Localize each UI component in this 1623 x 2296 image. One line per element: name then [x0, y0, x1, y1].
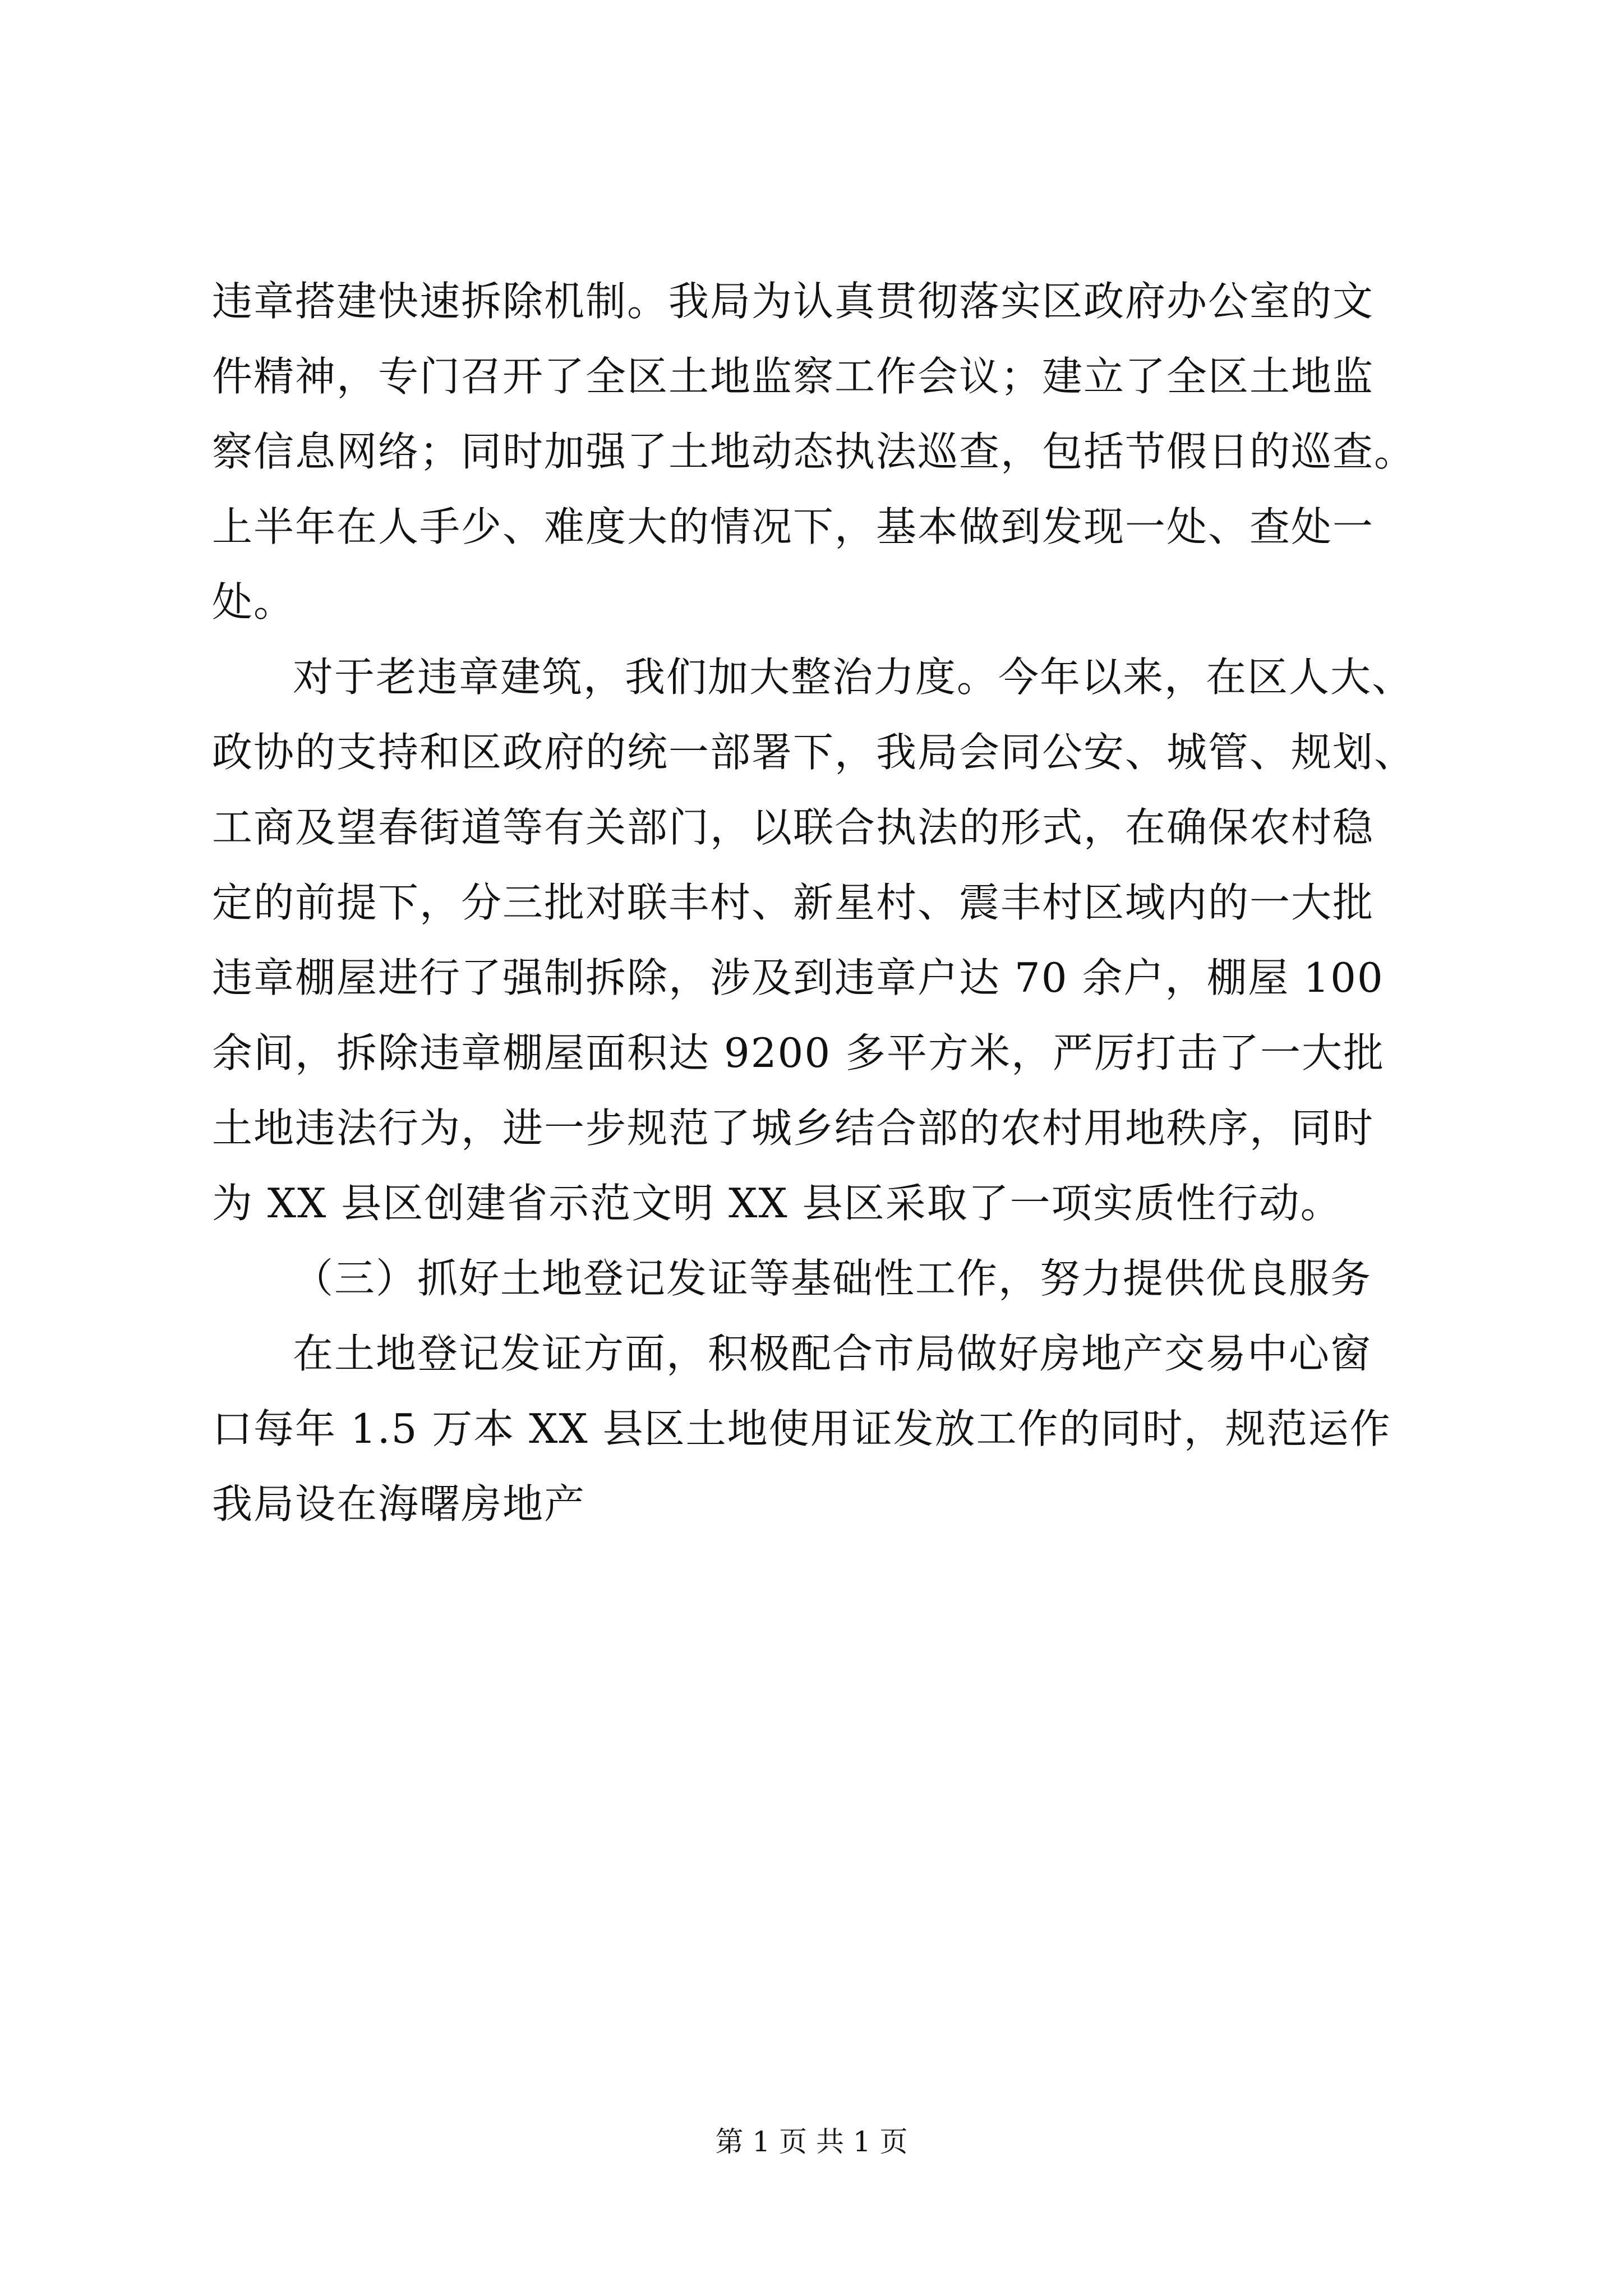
document-body — [212, 264, 1418, 1542]
page-number-footer: 第 1 页 共 1 页 — [715, 2125, 908, 2158]
text-line: 对于老违章建筑，我们加大整治力度。今年以来，在区人大、 — [293, 654, 1414, 701]
text-line: 我局设在海曙房地产 — [212, 1480, 586, 1527]
text-line: 土地违法行为，进一步规范了城乡结合部的农村用地秩序，同时 — [212, 1105, 1375, 1152]
text-line: 工商及望春街道等有关部门，以联合执法的形式，在确保农村稳 — [212, 804, 1375, 851]
text-line: 口每年 1.5 万本 XX 县区土地使用证发放工作的同时，规范运作 — [212, 1405, 1391, 1452]
text-line: 政协的支持和区政府的统一部署下，我局会同公安、城管、规划、 — [212, 729, 1416, 776]
text-line: 定的前提下，分三批对联丰村、新星村、震丰村区域内的一大批 — [212, 879, 1375, 926]
text-line: 件精神，专门召开了全区土地监察工作会议；建立了全区土地监 — [212, 353, 1375, 400]
section-heading: （三）抓好土地登记发证等基础性工作，努力提供优良服务 — [293, 1255, 1372, 1302]
text-line: 违章搭建快速拆除机制。我局为认真贯彻落实区政府办公室的文 — [212, 278, 1375, 325]
text-line: 为 XX 县区创建省示范文明 XX 县区采取了一项实质性行动。 — [212, 1180, 1342, 1227]
text-line: 违章棚屋进行了强制拆除，涉及到违章户达 70 余户，棚屋 100 — [212, 954, 1384, 1001]
text-line: 在土地登记发证方面，积极配合市局做好房地产交易中心窗 — [293, 1330, 1372, 1377]
text-line: 察信息网络；同时加强了土地动态执法巡查，包括节假日的巡查。 — [212, 428, 1416, 475]
text-line: 上半年在人手少、难度大的情况下，基本做到发现一处、查处一 — [212, 503, 1375, 550]
text-line: 余间，拆除违章棚屋面积达 9200 多平方米，严厉打击了一大批 — [212, 1029, 1385, 1076]
text-line: 处。 — [212, 578, 296, 625]
